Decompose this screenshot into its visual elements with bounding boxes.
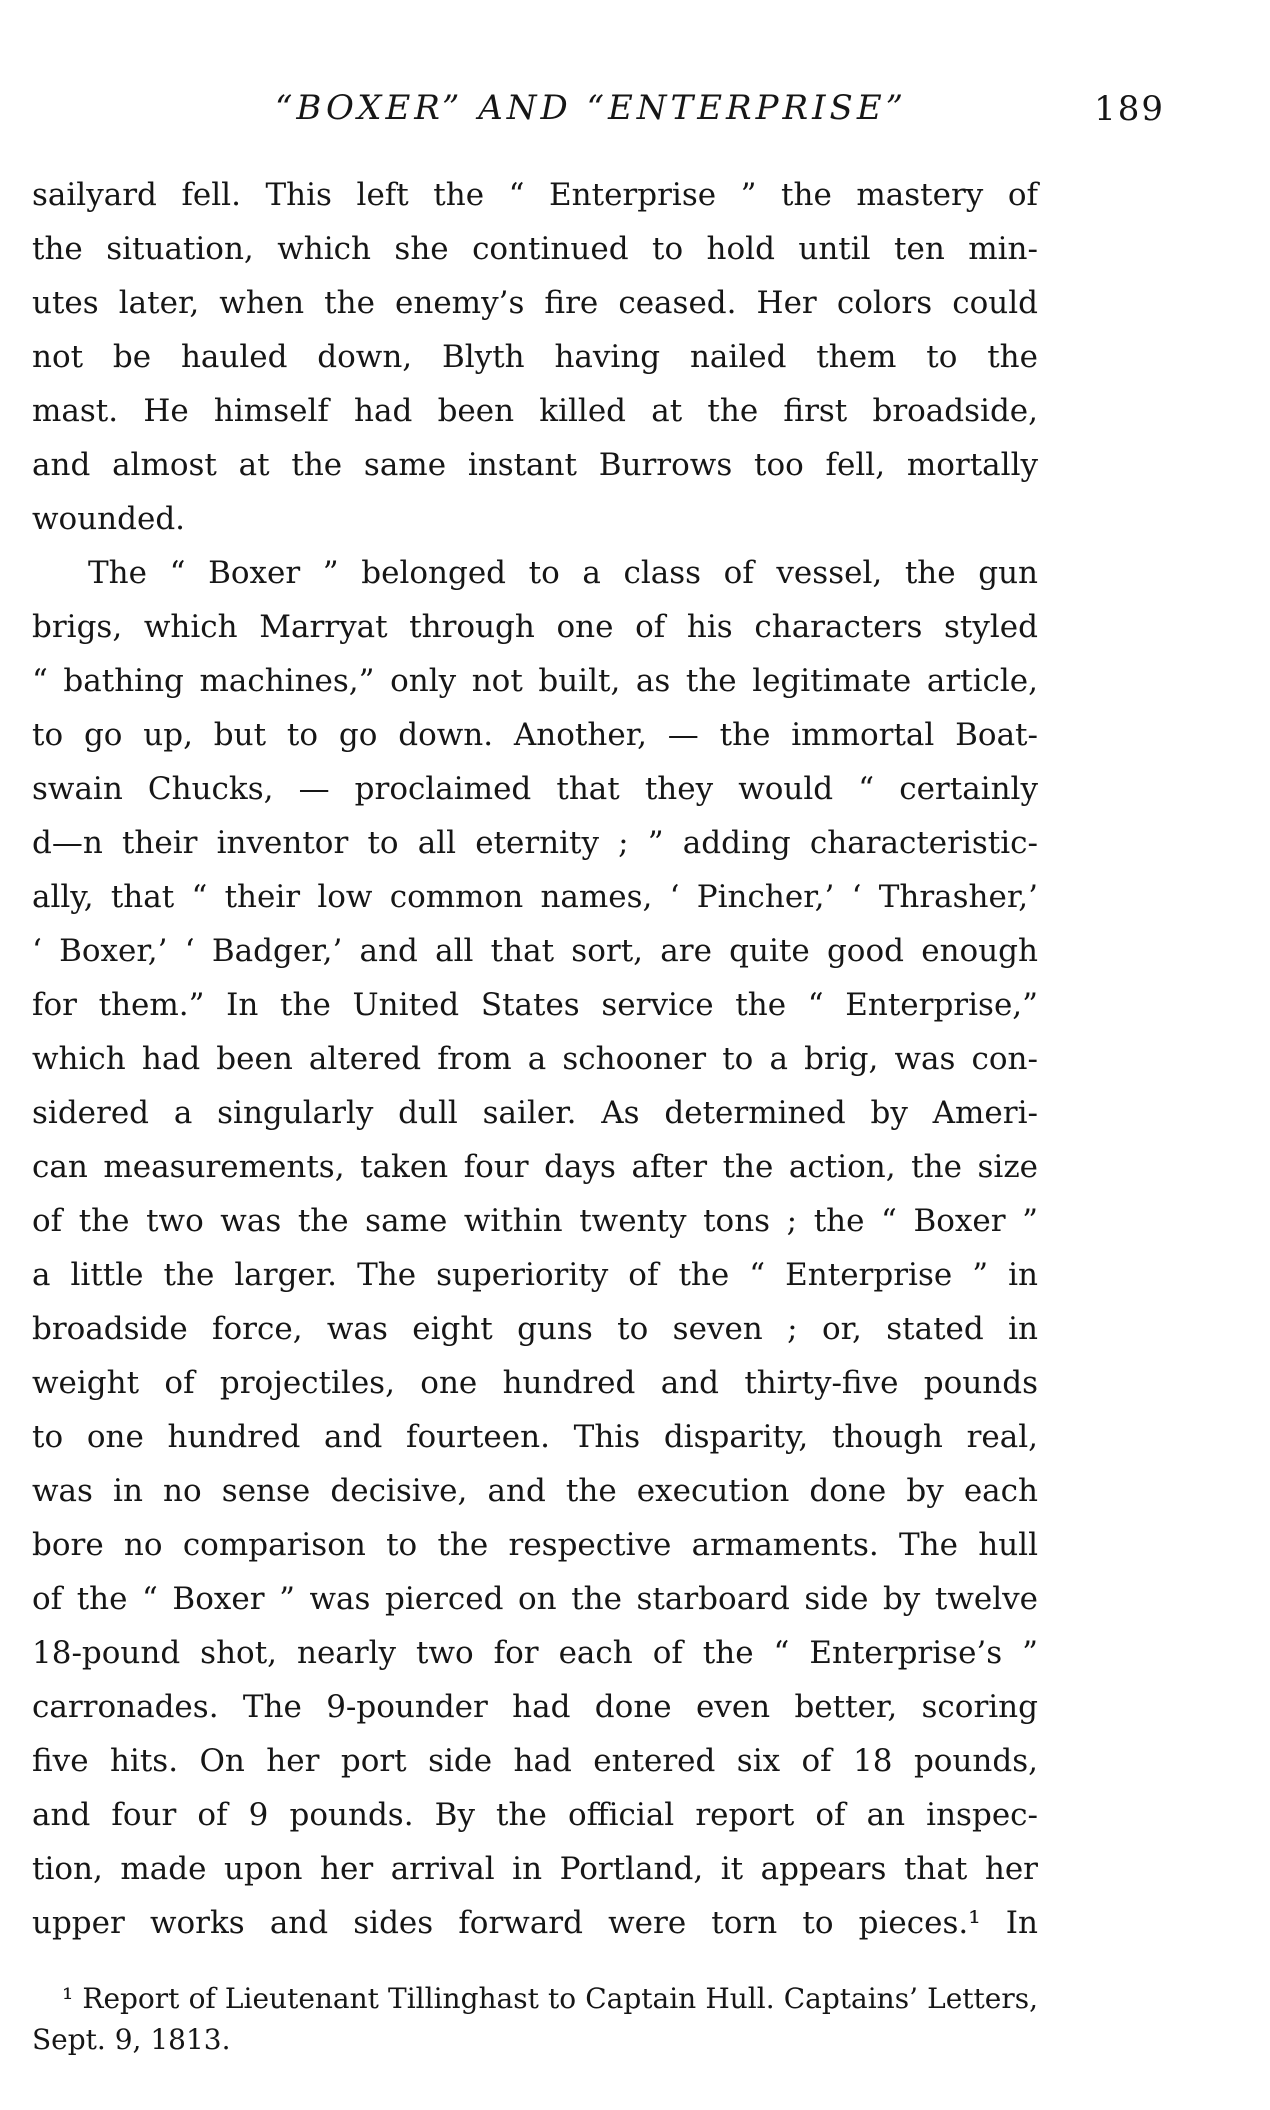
text-line: mast. He himself had been killed at the first broadside, xyxy=(32,393,1038,429)
text-line: and four of 9 pounds. By the official report of an inspec- xyxy=(32,1797,1038,1833)
text-line: ‘ Boxer,’ ‘ Badger,’ and all that sort, are quite good enough xyxy=(32,933,1038,969)
footnote xyxy=(32,1978,1038,2060)
text-line: 18-pound shot, nearly two for each of the “ Enterprise’s ” xyxy=(32,1635,1038,1671)
text-line: bore no comparison to the respective armaments. The hull xyxy=(32,1527,1038,1563)
text-line: a little the larger. The superiority of the “ Enterprise ” in xyxy=(32,1257,1038,1293)
text-line: “ bathing machines,” only not built, as the legitimate article, xyxy=(32,663,1038,699)
page-number: 189 xyxy=(1094,89,1165,129)
body-text xyxy=(32,168,1038,1950)
text-line: brigs, which Marryat through one of his characters styled xyxy=(32,609,1038,645)
text-line: d—n their inventor to all eternity ; ” adding characteristic- xyxy=(32,825,1038,861)
footnote-line: ¹ Report of Lieutenant Tillinghast to Captain Hull. Captains’ Letters, xyxy=(62,1982,1038,2015)
paragraph xyxy=(32,546,1038,1950)
text-line: five hits. On her port side had entered six of 18 pounds, xyxy=(32,1743,1038,1779)
running-head-title: “BOXER” AND “ENTERPRISE” xyxy=(275,88,908,128)
text-line: ally, that “ their low common names, ‘ Pincher,’ ‘ Thrasher,’ xyxy=(32,879,1038,915)
text-line: wounded. xyxy=(32,501,186,537)
text-line: to one hundred and fourteen. This disparity, though real, xyxy=(32,1419,1038,1455)
text-line: can measurements, taken four days after the action, the size xyxy=(32,1149,1038,1185)
text-line: was in no sense decisive, and the execution done by each xyxy=(32,1473,1038,1509)
text-line: not be hauled down, Blyth having nailed them to the xyxy=(32,339,1038,375)
text-line: weight of projectiles, one hundred and thirty-five pounds xyxy=(32,1365,1038,1401)
text-line: carronades. The 9-pounder had done even better, scoring xyxy=(32,1689,1038,1725)
text-line: sailyard fell. This left the “ Enterprise ” the mastery of xyxy=(32,177,1038,213)
text-line: utes later, when the enemy’s fire ceased. Her colors could xyxy=(32,285,1038,321)
text-line: the situation, which she continued to hold until ten min- xyxy=(32,231,1038,267)
text-line: to go up, but to go down. Another, — the immortal Boat- xyxy=(32,717,1038,753)
text-line: upper works and sides forward were torn to pieces.¹ In xyxy=(32,1905,1038,1941)
paragraph xyxy=(32,168,1038,546)
text-line: The “ Boxer ” belonged to a class of vessel, the gun xyxy=(88,555,1038,591)
text-line: of the “ Boxer ” was pierced on the starboard side by twelve xyxy=(32,1581,1038,1617)
text-line: for them.” In the United States service the “ Enterprise,” xyxy=(32,987,1038,1023)
text-line: sidered a singularly dull sailer. As determined by Ameri- xyxy=(32,1095,1038,1131)
text-line: broadside force, was eight guns to seven ; or, stated in xyxy=(32,1311,1038,1347)
text-line: which had been altered from a schooner to a brig, was con- xyxy=(32,1041,1038,1077)
text-line: of the two was the same within twenty tons ; the “ Boxer ” xyxy=(32,1203,1038,1239)
running-head xyxy=(32,88,1165,134)
text-line: and almost at the same instant Burrows too fell, mortally xyxy=(32,447,1038,483)
footnote-line: Sept. 9, 1813. xyxy=(32,2023,231,2056)
text-line: swain Chucks, — proclaimed that they would “ certainly xyxy=(32,771,1038,807)
text-line: tion, made upon her arrival in Portland, it appears that her xyxy=(32,1851,1038,1887)
